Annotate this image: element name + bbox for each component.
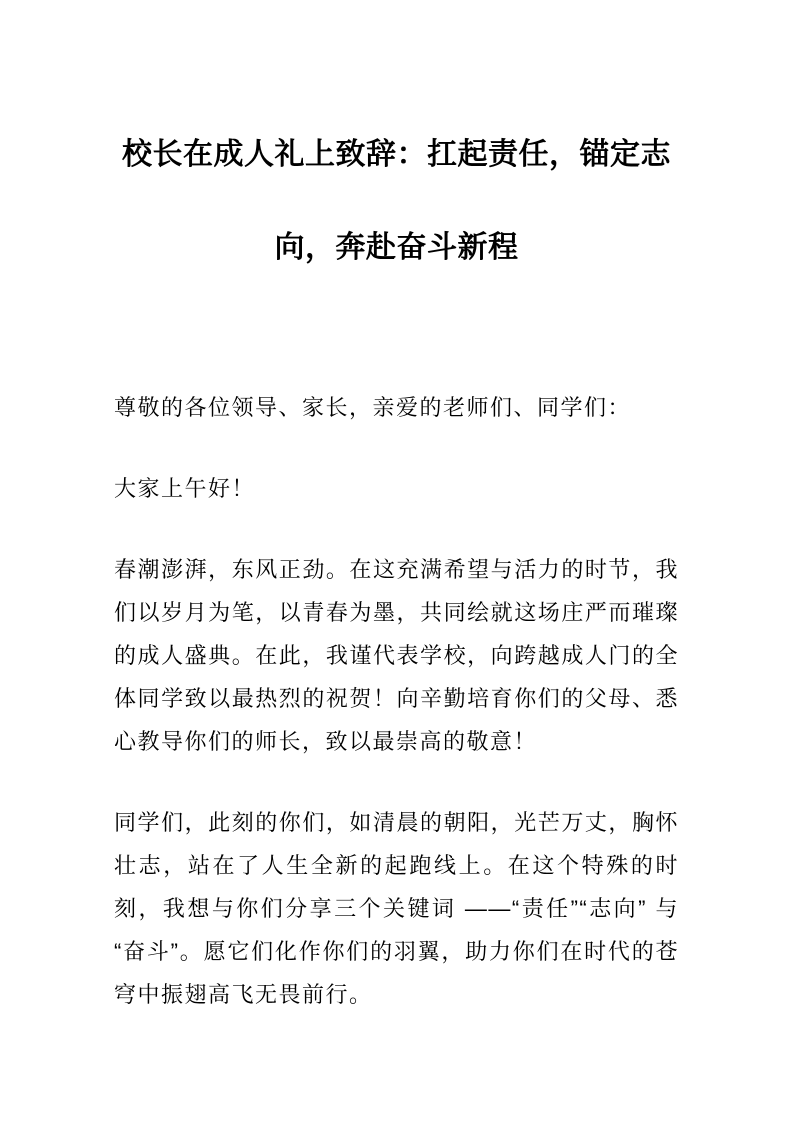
paragraph-body-1: 春潮澎湃，东风正劲。在这充满希望与活力的时节，我们以岁月为笔，以青春为墨，共同绘就这场庄严而璀璨的成人盛典。在此，我谨代表学校，向跨越成人门的全体同学致以最热烈的祝贺！向辛勤培育你们的父母、悉心教导你们的师长，致以最崇高的敬意！ — [114, 557, 679, 754]
paragraph-salutation: 尊敬的各位领导、家长，亲爱的老师们、同学们： — [114, 395, 632, 420]
paragraph-body-2: 同学们，此刻的你们，如清晨的朝阳，光芒万丈，胸怀壮志，站在了人生全新的起跑线上。在这个特殊的时刻，我想与你们分享三个关键词 ——“责任”“志向” 与 “奋斗”。愿它们化作你们的羽翼，助力你们在时代的苍穹中振翅高飞无畏前行。 — [114, 810, 679, 1007]
document-body — [114, 386, 679, 1016]
paragraph-greeting: 大家上午好！ — [114, 476, 256, 501]
document-title: 校长在成人礼上致辞：扛起责任，锚定志向，奔赴奋斗新程 — [122, 138, 671, 264]
